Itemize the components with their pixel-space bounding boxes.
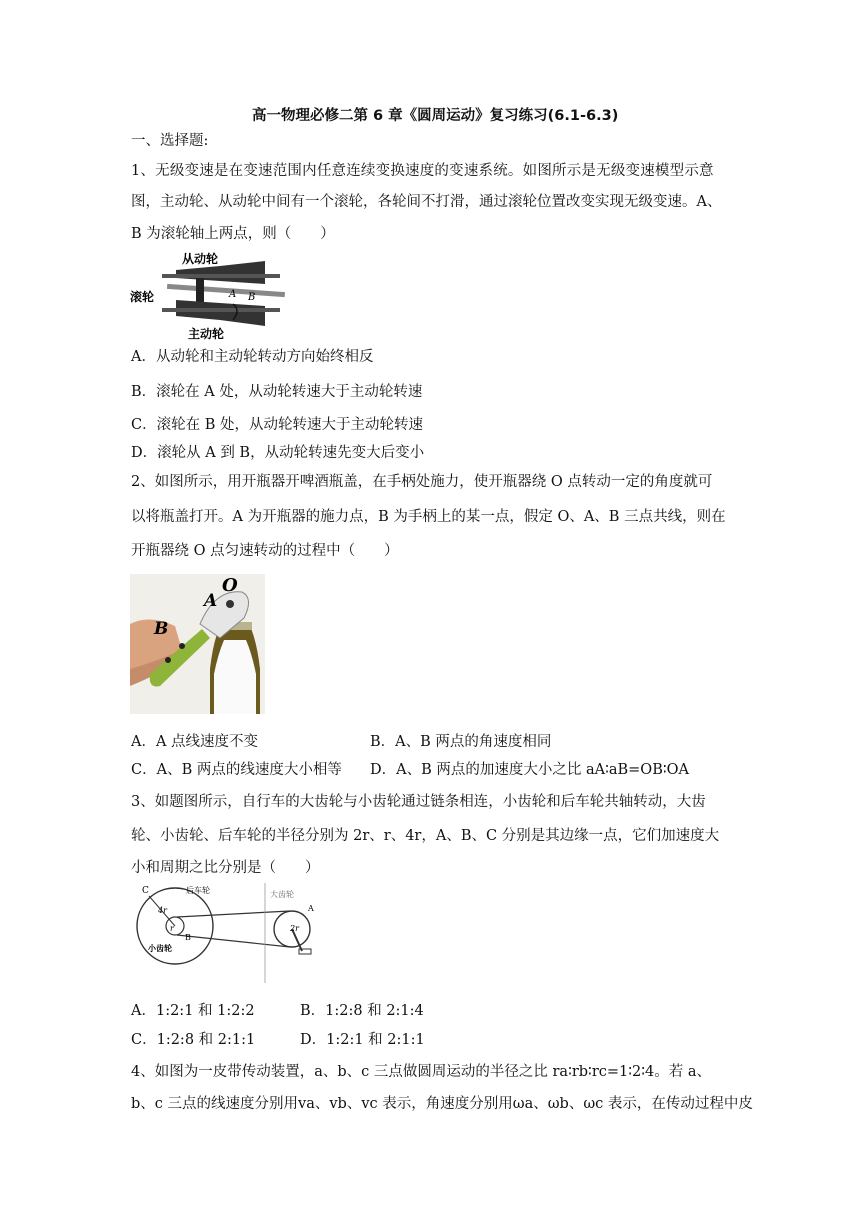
point-o-label: O <box>222 575 238 596</box>
q2-option-c: C．A、B 两点的线速度大小相等 <box>131 762 342 778</box>
point-b-label: B <box>185 933 191 942</box>
q1-option-b: B．滚轮在 A 处，从动轮转速大于主动轮转速 <box>131 384 423 400</box>
q2-option-d: D．A、B 两点的加速度大小之比 aA∶aB=OB∶OA <box>370 762 689 778</box>
roller-label: 滚轮 <box>130 290 155 304</box>
q2-option-a: A．A 点线速度不变 <box>131 734 259 750</box>
q3-stem-line2: 轮、小齿轮、后车轮的半径分别为 2r、r、4r，A、B、C 分别是其边缘一点，它们加速度大 <box>131 828 720 844</box>
section-heading: 一、选择题: <box>131 133 209 149</box>
point-a-label: A <box>204 591 218 611</box>
q2-stem-line3: 开瓶器绕 O 点匀速转动的过程中（ ） <box>131 543 399 559</box>
q3-option-a: A．1:2:1 和 1:2:2 <box>131 1003 255 1019</box>
q3-option-c: C．1:2:8 和 2:1:1 <box>131 1032 256 1048</box>
q4-stem-line2: b、c 三点的线速度分别用va、vb、vc 表示，角速度分别用ωa、ωb、ωc 表示，在传动过程中皮 <box>131 1096 753 1112</box>
q2-option-b: B．A、B 两点的角速度相同 <box>370 734 552 750</box>
small-gear-label: 小齿轮 <box>148 944 172 953</box>
radius-r-label: r <box>170 924 174 933</box>
document-title: 高一物理必修二第 6 章《圆周运动》复习练习(6.1-6.3) <box>252 108 619 124</box>
radius-2r-label: 2r <box>290 924 299 933</box>
bicycle-gear-figure <box>132 883 322 983</box>
cvt-model-figure <box>130 250 290 340</box>
q1-stem-line1: 1、无级变速是在变速范围内任意连续变换速度的变速系统。如图所示是无级变速模型示意 <box>131 163 714 179</box>
big-gear-label: 大齿轮 <box>270 890 294 899</box>
driving-wheel-label: 主动轮 <box>188 327 225 340</box>
point-a-label: A <box>308 904 314 913</box>
rear-wheel-label: 后车轮 <box>186 886 210 895</box>
q3-option-b: B．1:2:8 和 2:1:4 <box>300 1003 424 1019</box>
q3-stem-line1: 3、如题图所示，自行车的大齿轮与小齿轮通过链条相连，小齿轮和后车轮共轴转动，大齿 <box>131 794 706 810</box>
q1-option-c: C．滚轮在 B 处，从动轮转速大于主动轮转速 <box>131 417 423 433</box>
q2-stem-line2: 以将瓶盖打开。A 为开瓶器的施力点，B 为手柄上的某一点，假定 O、A、B 三点共线，则在 <box>131 509 726 525</box>
q3-option-d: D．1:2:1 和 2:1:1 <box>300 1032 425 1048</box>
q1-option-d: D．滚轮从 A 到 B，从动轮转速先变大后变小 <box>131 445 425 461</box>
q1-stem-line3: B 为滚轮轴上两点，则（ ） <box>131 226 335 242</box>
bottle-opener-figure <box>130 574 265 714</box>
point-b-label: B <box>248 292 256 303</box>
point-b-label: B <box>154 619 169 639</box>
point-c-label: C <box>142 886 149 896</box>
driven-wheel-label: 从动轮 <box>182 252 219 266</box>
q1-option-a: A．从动轮和主动轮转动方向始终相反 <box>131 349 374 365</box>
radius-4r-label: 4r <box>158 906 167 915</box>
q3-stem-line3: 小和周期之比分别是（ ） <box>131 860 320 876</box>
q4-stem-line1: 4、如图为一皮带传动装置，a、b、c 三点做圆周运动的半径之比 ra∶rb∶rc=1∶2∶4。若 a、 <box>131 1064 712 1080</box>
q2-stem-line1: 2、如图所示，用开瓶器开啤酒瓶盖，在手柄处施力，使开瓶器绕 O 点转动一定的角度就可 <box>131 474 713 490</box>
point-a-label: A <box>229 289 237 300</box>
q1-stem-line2: 图，主动轮、从动轮中间有一个滚轮，各轮间不打滑，通过滚轮位置改变实现无级变速。A、 <box>131 194 722 210</box>
